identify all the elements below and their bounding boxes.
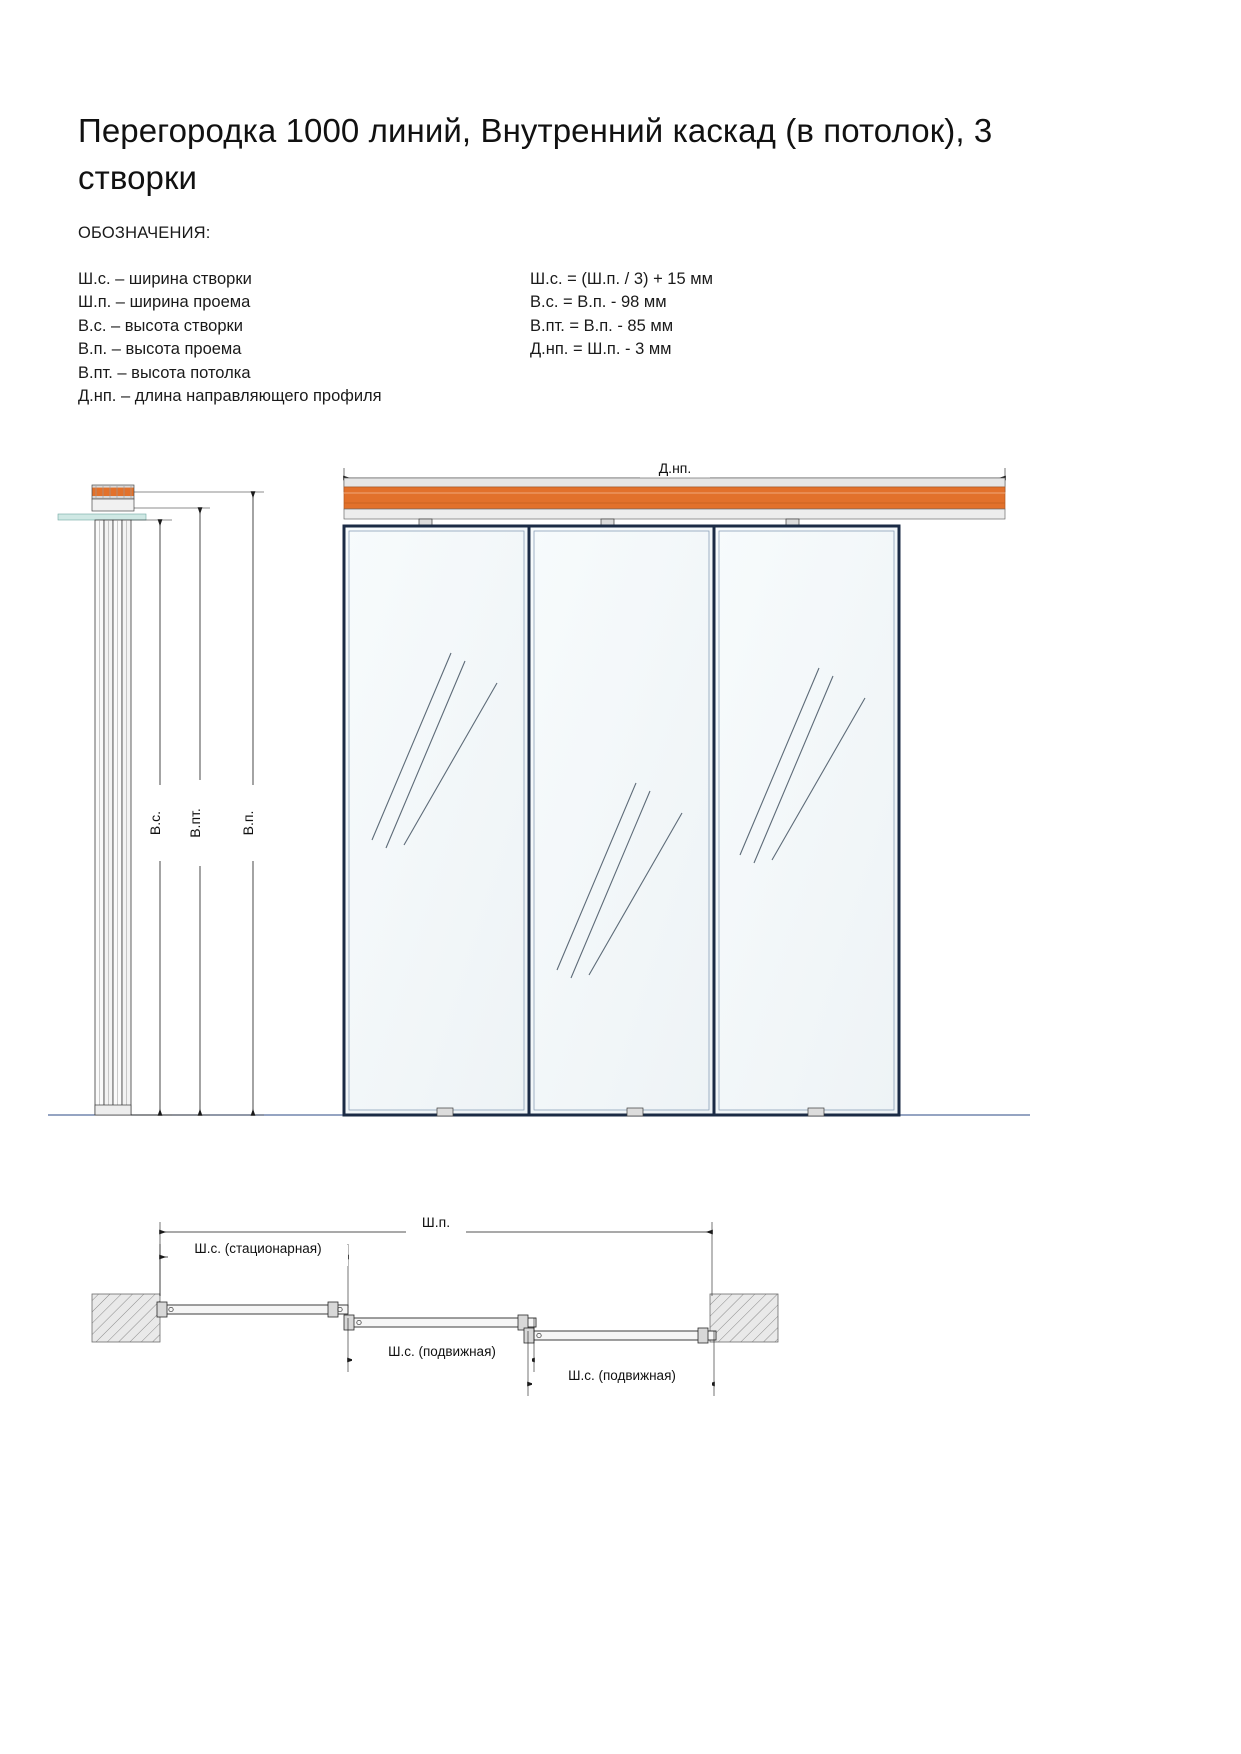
legend-item: Ш.п. – ширина проема: [78, 293, 251, 312]
dimension-sash-fixed: [160, 1241, 348, 1266]
dim-label-opening-width: Ш.п.: [421, 1214, 451, 1230]
sash-panel-3: [714, 526, 899, 1116]
legend-list: [78, 268, 382, 408]
plan-sash-fixed: [157, 1302, 348, 1317]
side-section-view: [58, 485, 265, 1115]
dim-label-sash-height: В.с.: [147, 810, 163, 836]
rail-top-cap: [344, 478, 1005, 487]
page-title: Перегородка 1000 линий, Внутренний каскад (в потолок), 3 створки: [78, 112, 993, 196]
bottom-guide-3: [808, 1108, 824, 1116]
dimension-sash-movable-2: [528, 1368, 714, 1393]
plan-drawing: [0, 1200, 1241, 1460]
side-carriage-block: [92, 499, 134, 511]
dim-label-sash-movable-1: Ш.с. (подвижная): [388, 1344, 496, 1359]
dim-label-sash-fixed: Ш.с. (стационарная): [194, 1241, 322, 1256]
elevation-drawing: [0, 430, 1241, 1190]
side-rail-block: [92, 485, 134, 499]
bottom-guide-2: [627, 1108, 643, 1116]
plan-hardware-1: [157, 1302, 167, 1317]
plan-hardware-6: [698, 1328, 708, 1343]
plan-sash-movable-1: [344, 1315, 536, 1330]
dim-label-ceiling-height: В.пт.: [187, 808, 203, 838]
plan-hardware-5: [524, 1328, 534, 1343]
formula-item: Д.нп. = Ш.п. - 3 мм: [530, 340, 672, 359]
plan-hardware-3: [344, 1315, 354, 1330]
legend-heading: ОБОЗНАЧЕНИЯ:: [78, 224, 211, 242]
dimension-opening-height: [240, 492, 265, 1115]
legend-item: В.п. – высота проема: [78, 340, 242, 359]
dim-label-sash-movable-2: Ш.с. (подвижная): [568, 1368, 676, 1383]
front-elevation-view: [344, 460, 1005, 1116]
ceiling-line: [58, 514, 146, 520]
dimension-sash-height: [147, 520, 172, 1115]
rail-orange-body: [344, 487, 1005, 509]
formula-item: Ш.с. = (Ш.п. / 3) + 15 мм: [530, 270, 713, 288]
legend-item: В.пт. – высота потолка: [78, 363, 251, 382]
bottom-guide-1: [437, 1108, 453, 1116]
plan-sash-movable-2: [524, 1328, 716, 1343]
wall-right: [710, 1294, 778, 1342]
dimension-opening-width: [160, 1214, 712, 1240]
dim-label-rail-length: Д.нп.: [658, 460, 692, 476]
plan-hardware-2: [328, 1302, 338, 1317]
formula-item: В.с. = В.п. - 98 мм: [530, 293, 667, 312]
dimension-sash-movable-1: [348, 1344, 534, 1369]
legend-item: Д.нп. – длина направляющего профиля: [78, 387, 382, 406]
side-sash-stack: [95, 520, 131, 1115]
rail-bottom-cap: [344, 509, 1005, 519]
wall-left: [92, 1294, 160, 1342]
sash-panel-1: [344, 526, 529, 1116]
sash-panel-2: [529, 526, 714, 1116]
formula-item: В.пт. = В.п. - 85 мм: [530, 316, 674, 335]
legend-item: В.с. – высота створки: [78, 316, 243, 335]
legend-item: Ш.с. – ширина створки: [78, 270, 252, 288]
dimension-ceiling-height: [187, 508, 212, 1115]
dim-label-opening-height: В.п.: [240, 810, 256, 836]
formula-list: [530, 268, 713, 362]
